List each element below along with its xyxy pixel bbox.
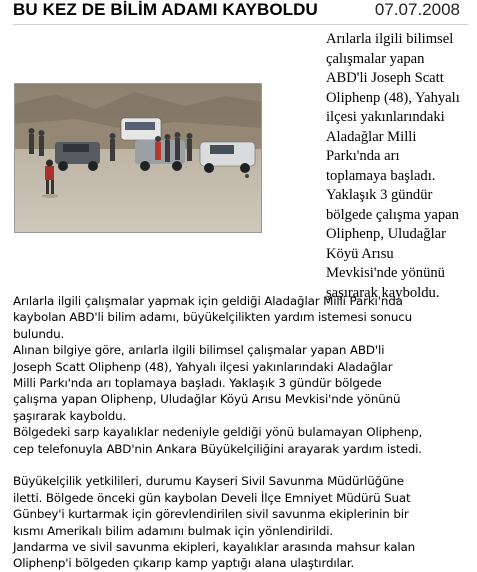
body-line: cep telefonuyla ABD'nin Ankara Büyükelçiliğini arayarak yardım istedi. — [13, 441, 422, 456]
photo-mountain-rescue-scene — [15, 84, 262, 233]
body-line: çalışma yapan Oliphenp, Uludağlar Köyü Arısu Mevkisi'nde yönünü — [13, 392, 401, 407]
body-line: şaşırarak kayboldu. — [13, 408, 127, 423]
body-line: Arılarla ilgili çalışmalar yapmak için geldiği Aladağlar Milli Parkı'nda — [13, 294, 403, 308]
body-line: bulundu. — [13, 326, 65, 341]
body-line: Bölgedeki sarp kayalıklar nedeniyle geldiği yönü bulamayan Oliphenp, — [13, 425, 423, 440]
body-line: Büyükelçilik yetkilileri, durumu Kayseri Sivil Savunma Müdürlüğüne — [13, 474, 404, 489]
article-title: BU KEZ DE BİLİM ADAMI KAYBOLDU — [13, 0, 318, 19]
article-photo — [14, 83, 262, 233]
intro-line: Oliphenp (48), Yahyalı — [326, 89, 460, 106]
body-line: Günbey'i kurtarmak için görevlendirilen sivil savunma ekiplerinin bir — [13, 507, 409, 522]
intro-line: Parkı'nda arı — [326, 148, 400, 164]
intro-line: şaşırarak kayboldu. — [326, 284, 440, 301]
article-headline-bar — [13, 0, 468, 25]
intro-line: bölgede çalışma yapan — [326, 206, 459, 223]
intro-line: Mevkisi'nde yönünü — [326, 265, 445, 281]
intro-line: Oliphenp, Uludağlar — [326, 226, 446, 242]
body-line: Alınan bilgiye göre, arılarla ilgili bilimsel çalışmalar yapan ABD'li — [13, 343, 385, 358]
body-line: Milli Parkı'nda arı toplamaya başladı. Yaklaşık 3 gündür bölgede — [13, 376, 382, 391]
body-line: iletti. Bölgede önceki gün kaybolan Develi İlçe Emniyet Müdürü Suat — [13, 490, 411, 505]
intro-line: Köyü Arısu — [326, 245, 394, 262]
body-line: Oliphenp'i bölgeden çıkarıp kamp yaptığı alana ulaştırdılar. — [13, 556, 355, 571]
paragraph-gap — [13, 457, 473, 473]
body-line: kaybolan ABD'li bilim adamı, büyükelçilikten yardım istemesi sonucu — [13, 310, 413, 325]
article-body — [13, 293, 473, 572]
intro-line: Yaklaşık 3 gündür — [326, 187, 433, 203]
intro-line: çalışmalar yapan — [326, 50, 425, 67]
intro-column — [326, 30, 476, 303]
intro-line: toplamaya başladı. — [326, 167, 436, 184]
intro-line: ilçesi yakınlarındaki — [326, 109, 445, 125]
article-date: 07.07.2008 — [374, 0, 460, 19]
intro-line: ABD'li Joseph Scatt — [326, 70, 444, 86]
body-line: Joseph Scatt Oliphenp (48), Yahyalı ilçesi yakınlarındaki Aladağlar — [13, 359, 393, 374]
body-line: Jandarma ve sivil savunma ekipleri, kayalıklar arasında mahsur kalan — [13, 540, 416, 555]
intro-line: Arılarla ilgili bilimsel — [326, 31, 454, 47]
body-line: kısmı Amerikalı bilim adamını bulmak için yönlendirildi. — [13, 523, 334, 538]
intro-line: Aladağlar Milli — [326, 128, 417, 145]
